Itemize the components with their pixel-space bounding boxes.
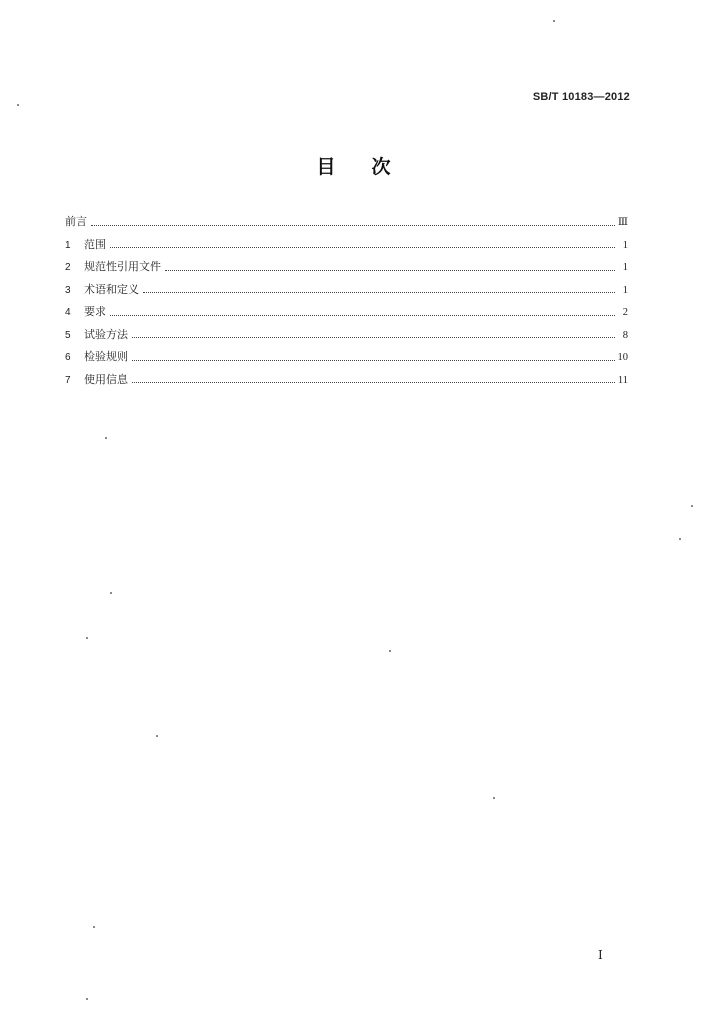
toc-entry-terms-definitions[interactable] [65, 279, 628, 302]
toc-entry-page: 11 [617, 374, 628, 386]
scan-speck [93, 926, 95, 928]
toc-entry-number: 3 [65, 284, 71, 296]
toc-entry-number: 4 [65, 307, 71, 318]
toc-dot-leader [110, 239, 615, 250]
toc-entry-label: 前言 [65, 215, 87, 228]
toc-entry-normative-references[interactable] [65, 256, 628, 279]
toc-entry-usage-information[interactable] [65, 369, 628, 392]
toc-entry-label: 使用信息 [84, 372, 128, 386]
toc-dot-leader [132, 374, 615, 385]
toc-entry-number: 2 [65, 262, 71, 273]
scan-speck [553, 20, 555, 22]
document-code: SB/T 10183—2012 [532, 91, 630, 103]
toc-dot-leader [165, 262, 615, 273]
toc-entry-number: 1 [65, 239, 71, 251]
toc-entry-page: 8 [622, 329, 628, 341]
scan-speck [156, 735, 158, 737]
toc-dot-leader [143, 284, 615, 295]
toc-entry-label: 规范性引用文件 [84, 260, 161, 273]
toc-entry-label: 术语和定义 [84, 282, 139, 296]
toc-dot-leader [110, 307, 615, 318]
toc-title: 目次 [316, 156, 427, 178]
page-number: I [598, 948, 603, 962]
toc-entry-test-methods[interactable] [65, 324, 628, 347]
toc-entry-inspection-rules[interactable] [65, 346, 628, 369]
toc-entry-number: 6 [65, 352, 71, 363]
toc-entry-page: 1 [622, 262, 628, 273]
toc-entry-page: 2 [622, 307, 628, 318]
toc-entry-page: 1 [622, 284, 628, 296]
scan-speck [493, 797, 495, 799]
scan-speck [17, 104, 19, 106]
scan-speck [86, 637, 88, 639]
toc-entry-number: 7 [65, 374, 71, 386]
scan-speck [691, 505, 693, 507]
toc-entry-page: Ⅲ [617, 217, 628, 228]
scan-speck [679, 538, 681, 540]
scan-speck [110, 592, 112, 594]
toc-entry-scope[interactable] [65, 234, 628, 257]
toc-entry-number: 5 [65, 329, 71, 341]
toc-entry-page: 1 [622, 239, 628, 251]
toc-dot-leader [132, 329, 615, 340]
toc-entry-label: 范围 [84, 237, 106, 251]
toc-entry-page: 10 [617, 352, 628, 363]
toc-entry-label: 检验规则 [84, 350, 128, 363]
toc-entry-requirements[interactable] [65, 301, 628, 324]
toc-entry-label: 试验方法 [84, 327, 128, 341]
scan-speck [389, 650, 391, 652]
toc-entry-label: 要求 [84, 305, 106, 318]
toc-dot-leader [132, 352, 615, 363]
scan-speck [86, 998, 88, 1000]
toc-dot-leader [91, 217, 615, 228]
scan-speck [105, 437, 107, 439]
toc-entry-foreword[interactable] [65, 211, 628, 234]
table-of-contents [65, 211, 628, 391]
